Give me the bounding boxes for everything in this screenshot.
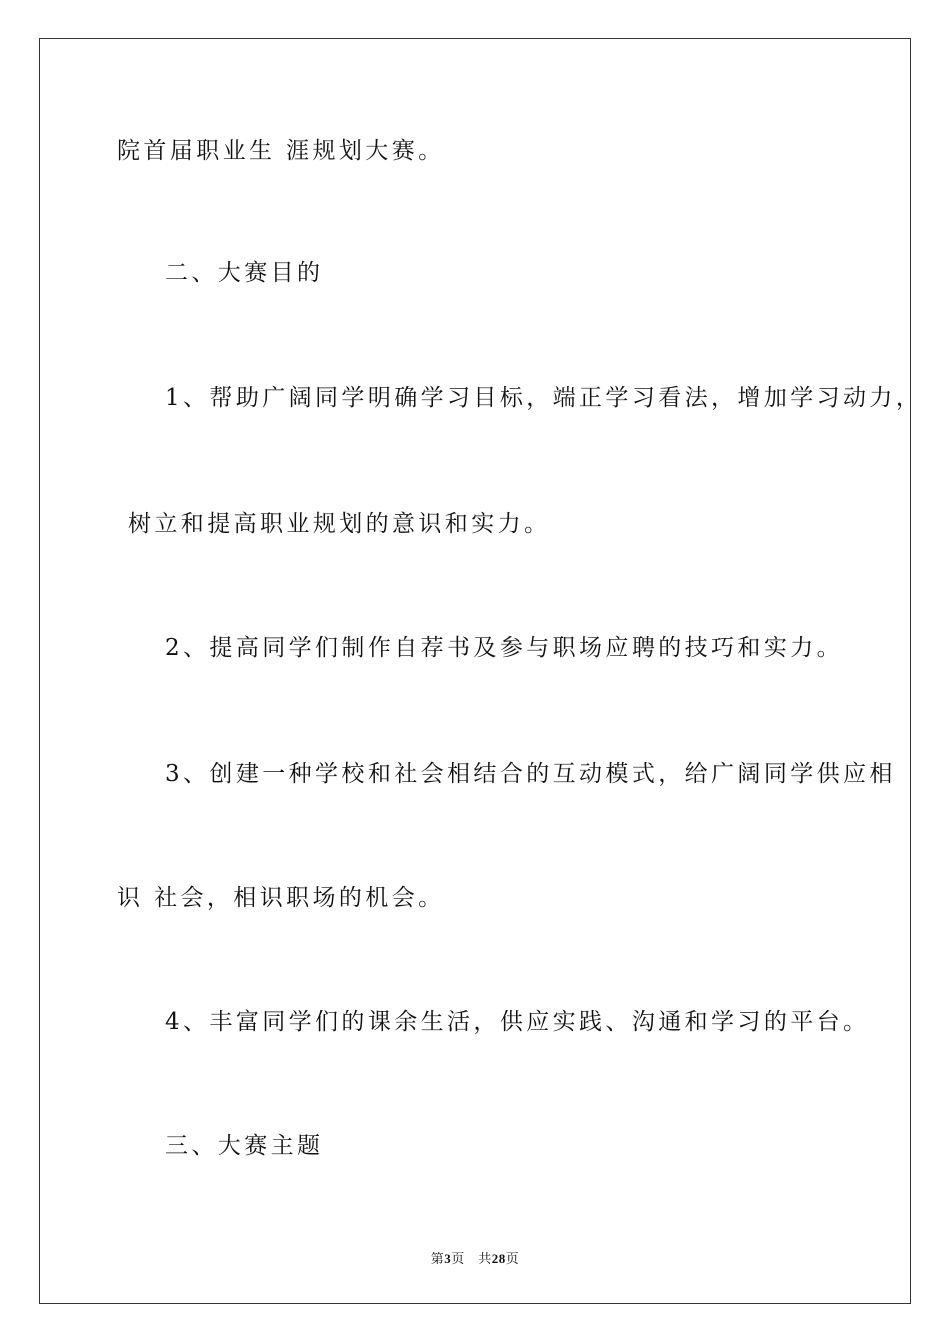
footer-prefix: 第 — [430, 1252, 445, 1267]
footer-mid: 页 共 — [451, 1252, 492, 1267]
text-line-goal-1-cont: 树立和提高职业规划的意识和实力。 — [128, 511, 551, 537]
footer-suffix: 页 — [505, 1252, 520, 1267]
text-line-goal-3-cont: 识 社会，相识职场的机会。 — [117, 885, 445, 911]
text-line-goal-4: 4、丰富同学们的课余生活，供应实践、沟通和学习的平台。 — [165, 1009, 870, 1035]
footer-current-page: 3 — [444, 1251, 452, 1266]
text-line-1: 院首届职业生 涯规划大赛。 — [117, 138, 445, 164]
section-heading-theme: 三、大赛主题 — [165, 1133, 324, 1159]
text-line-goal-1: 1、帮助广阔同学明确学习目标，端正学习看法，增加学习动力， — [165, 385, 923, 411]
text-line-goal-2: 2、提高同学们制作自荐书及参与职场应聘的技巧和实力。 — [165, 635, 844, 661]
page-footer — [0, 1248, 950, 1267]
page-border — [39, 38, 911, 1304]
footer-total-pages: 28 — [491, 1251, 506, 1266]
text-line-goal-3: 3、创建一种学校和社会相结合的互动模式，给广阔同学供应相 — [165, 761, 896, 787]
section-heading-goals: 二、大赛目的 — [165, 260, 324, 286]
